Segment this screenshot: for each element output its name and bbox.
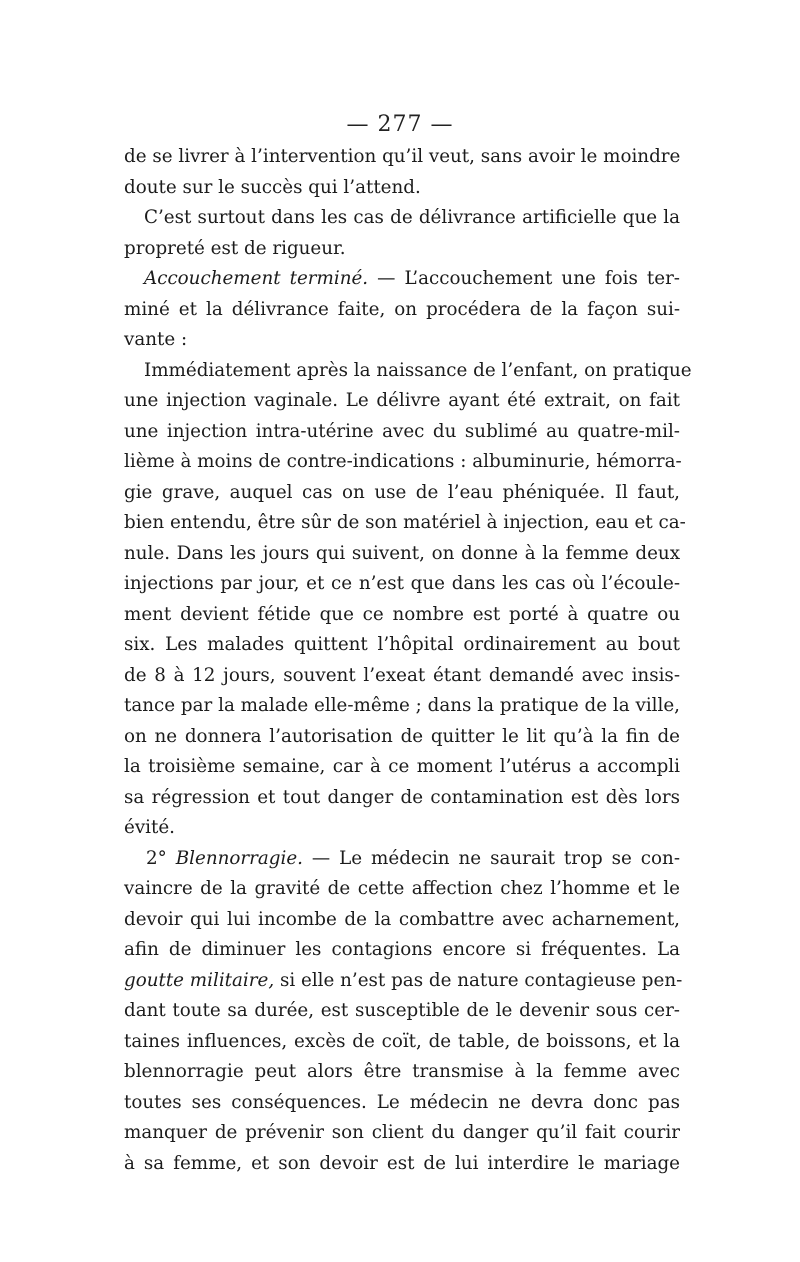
text-line: nule. Dans les jours qui suivent, on donne à la femme deux — [124, 542, 680, 564]
text-line: gie grave, auquel cas on use de l’eau phéniquée. Il faut, — [124, 481, 680, 503]
text-line: sa régression et tout danger de contamination est dès lors — [124, 786, 680, 808]
text-line: dant toute sa durée, est susceptible de le devenir sous cer- — [124, 1000, 680, 1021]
text-line: taines influences, excès de coït, de table, de boissons, et la — [124, 1030, 680, 1052]
text-line: vante : — [124, 329, 188, 350]
text-line: injections par jour, et ce n’est que dans les cas où l’écoule- — [124, 573, 680, 594]
text-line: miné et la délivrance faite, on procédera de la façon sui- — [124, 298, 680, 320]
text-line: une injection vaginale. Le délivre ayant été extrait, on fait — [124, 390, 680, 411]
section-heading: Accouchement terminé. — [144, 268, 369, 289]
text-line: 2° Blennorragie. — Le médecin ne saurait trop se con- — [146, 847, 680, 869]
text-line: de 8 à 12 jours, souvent l’exeat étant demandé avec insis- — [124, 664, 680, 686]
body-text — [124, 142, 692, 1179]
text-line: goutte militaire, si elle n’est pas de nature contagieuse pen- — [124, 969, 683, 991]
text-line: de se livrer à l’intervention qu’il veut, sans avoir le moindre — [124, 146, 681, 167]
text-line: Immédiatement après la naissance de l’enfant, on pratique — [144, 359, 692, 381]
text-line: lième à moins de contre-indications : albuminurie, hémorra- — [124, 451, 682, 472]
italic-term: goutte militaire, — [124, 969, 275, 991]
text-line: blennorragie peut alors être transmise à la femme avec — [124, 1061, 680, 1082]
section-heading: Blennorragie. — [175, 847, 303, 869]
text-line: vaincre de la gravité de cette affection chez l’homme et le — [124, 878, 680, 899]
text-line: manquer de prévenir son client du danger qu’il fait courir — [124, 1122, 680, 1143]
text-line: tance par la malade elle-même ; dans la pratique de la ville, — [124, 695, 680, 716]
text-line: six. Les malades quittent l’hôpital ordinairement au bout — [124, 634, 680, 655]
text-line: C’est surtout dans les cas de délivrance artificielle que la — [144, 207, 680, 228]
text-line: doute sur le succès qui l’attend. — [124, 176, 421, 198]
text-line: la troisième semaine, car à ce moment l’utérus a accompli — [124, 756, 680, 777]
text-line: propreté est de rigueur. — [124, 237, 346, 259]
text-line: toutes ses conséquences. Le médecin ne devra donc pas — [124, 1091, 680, 1113]
text-line: évité. — [124, 817, 175, 838]
text-line: ment devient fétide que ce nombre est porté à quatre ou — [124, 603, 680, 625]
text-line: afin de diminuer les contagions encore si fréquentes. La — [124, 939, 680, 960]
text-line: Accouchement terminé. — L’accouchement une fois ter- — [144, 268, 680, 289]
text-line: une injection intra-utérine avec du sublimé au quatre-mil- — [124, 420, 680, 442]
text-line: on ne donnera l’autorisation de quitter le lit qu’à la fin de — [124, 725, 680, 747]
text-line: bien entendu, être sûr de son matériel à injection, eau et ca- — [124, 512, 686, 533]
text-line: à sa femme, et son devoir est de lui interdire le mariage — [124, 1152, 680, 1174]
page-number: — 277 — — [346, 112, 454, 137]
text-line: devoir qui lui incombe de la combattre avec acharnement, — [124, 908, 680, 930]
